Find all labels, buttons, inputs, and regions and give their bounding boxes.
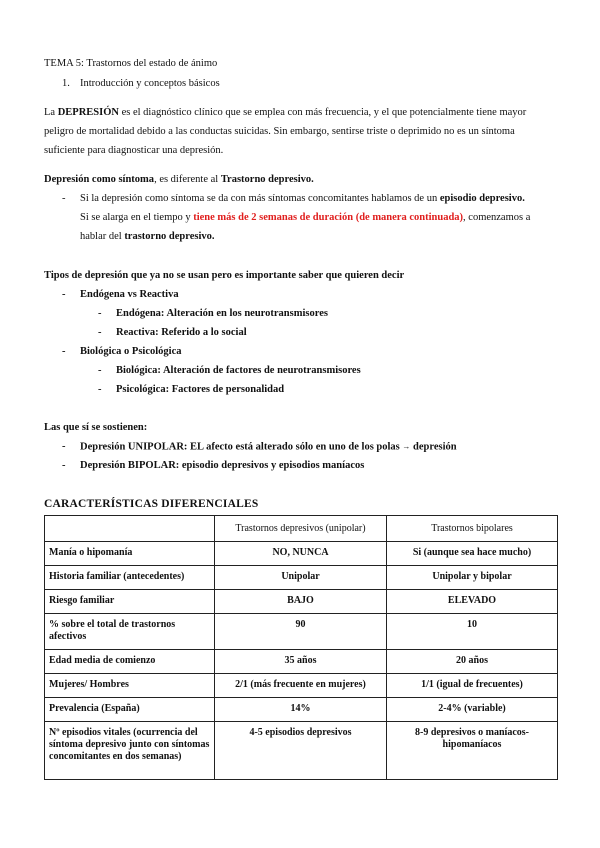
sintoma-heading: Depresión como síntoma, es diferente al Trastorno depresivo. (44, 174, 314, 185)
intro-line-1: La DEPRESIÓN es el diagnóstico clínico que se emplea con más frecuencia, y el que potencialmente tiene mayor (44, 107, 527, 118)
intro-line-2: peligro de mortalidad debido a las conductas suicidas. Sin embargo, sentirse triste o deprimido no es un síntoma (44, 126, 515, 137)
tema-title: TEMA 5: Trastornos del estado de ánimo (44, 58, 218, 69)
header-cell: Trastornos bipolares (387, 516, 558, 542)
table-row: Edad media de comienzo 35 años 20 años (45, 650, 558, 674)
bullet-dash: - (62, 441, 66, 452)
tipos-item: Psicológica: Factores de personalidad (116, 384, 285, 395)
unipolar-item: Depresión UNIPOLAR: EL afecto está alterado sólo en uno de los polas → depresión (80, 441, 457, 453)
table-title: CARACTERÍSTICAS DIFERENCIALES (44, 498, 259, 510)
depresion-term: DEPRESIÓN (57, 107, 119, 118)
tipos-item: Reactiva: Referido a lo social (116, 327, 247, 338)
sostienen-heading: Las que sí se sostienen: (44, 422, 148, 433)
tipos-item: Endógena: Alteración en los neurotransmisores (116, 308, 328, 319)
arrow-right-icon: → (402, 442, 411, 451)
tipos-group-1: Endógena vs Reactiva (80, 289, 179, 300)
bullet-dash: - (62, 346, 66, 357)
table-header-row (45, 516, 558, 542)
sintoma-bullet-line-1: Si la depresión como síntoma se da con más síntomas concomitantes hablamos de un episodio depresivo. (80, 193, 525, 204)
tipos-heading: Tipos de depresión que ya no se usan pero es importante saber que quieren decir (44, 270, 405, 281)
table-row: Mujeres/ Hombres 2/1 (más frecuente en mujeres) 1/1 (igual de frecuentes) (45, 674, 558, 698)
table-row: Nº episodios vitales (ocurrencia del síntoma depresivo junto con síntomas concomitantes en dos semanas) 4-5 episodios depresivos 8-9 depresivos o maníacos-hipomaníacos (45, 722, 558, 780)
table-row: Historia familiar (antecedentes) Unipolar Unipolar y bipolar (45, 566, 558, 590)
bullet-dash: - (98, 327, 102, 338)
intro-line-3: suficiente para diagnosticar una depresión. (44, 145, 224, 156)
bipolar-item: Depresión BIPOLAR: episodio depresivos y episodios maníacos (80, 460, 365, 471)
bullet-dash: - (62, 193, 66, 204)
bullet-dash: - (98, 384, 102, 395)
bullet-dash: - (62, 289, 66, 300)
table-row: Prevalencia (España) 14% 2-4% (variable) (45, 698, 558, 722)
section-title: Introducción y conceptos básicos (80, 78, 220, 89)
tipos-item: Biológica: Alteración de factores de neurotransmisores (116, 365, 361, 376)
tipos-group-2: Biológica o Psicológica (80, 346, 182, 357)
sintoma-bullet-line-3: hablar del trastorno depresivo. (80, 231, 215, 242)
comparison-table (44, 515, 558, 780)
table-row: Riesgo familiar BAJO ELEVADO (45, 590, 558, 614)
duration-highlight: tiene más de 2 semanas de duración (de manera continuada) (193, 212, 464, 223)
sintoma-bullet-line-2: Si se alarga en el tiempo y tiene más de 2 semanas de duración (de manera continuada), comenzamos a (80, 212, 531, 223)
header-cell (45, 516, 215, 542)
section-number: 1. (62, 78, 70, 89)
table-row: Manía o hipomanía NO, NUNCA Si (aunque sea hace mucho) (45, 542, 558, 566)
bullet-dash: - (62, 460, 66, 471)
bullet-dash: - (98, 365, 102, 376)
bullet-dash: - (98, 308, 102, 319)
table-row: % sobre el total de trastornos afectivos 90 10 (45, 614, 558, 650)
header-cell: Trastornos depresivos (unipolar) (215, 516, 387, 542)
